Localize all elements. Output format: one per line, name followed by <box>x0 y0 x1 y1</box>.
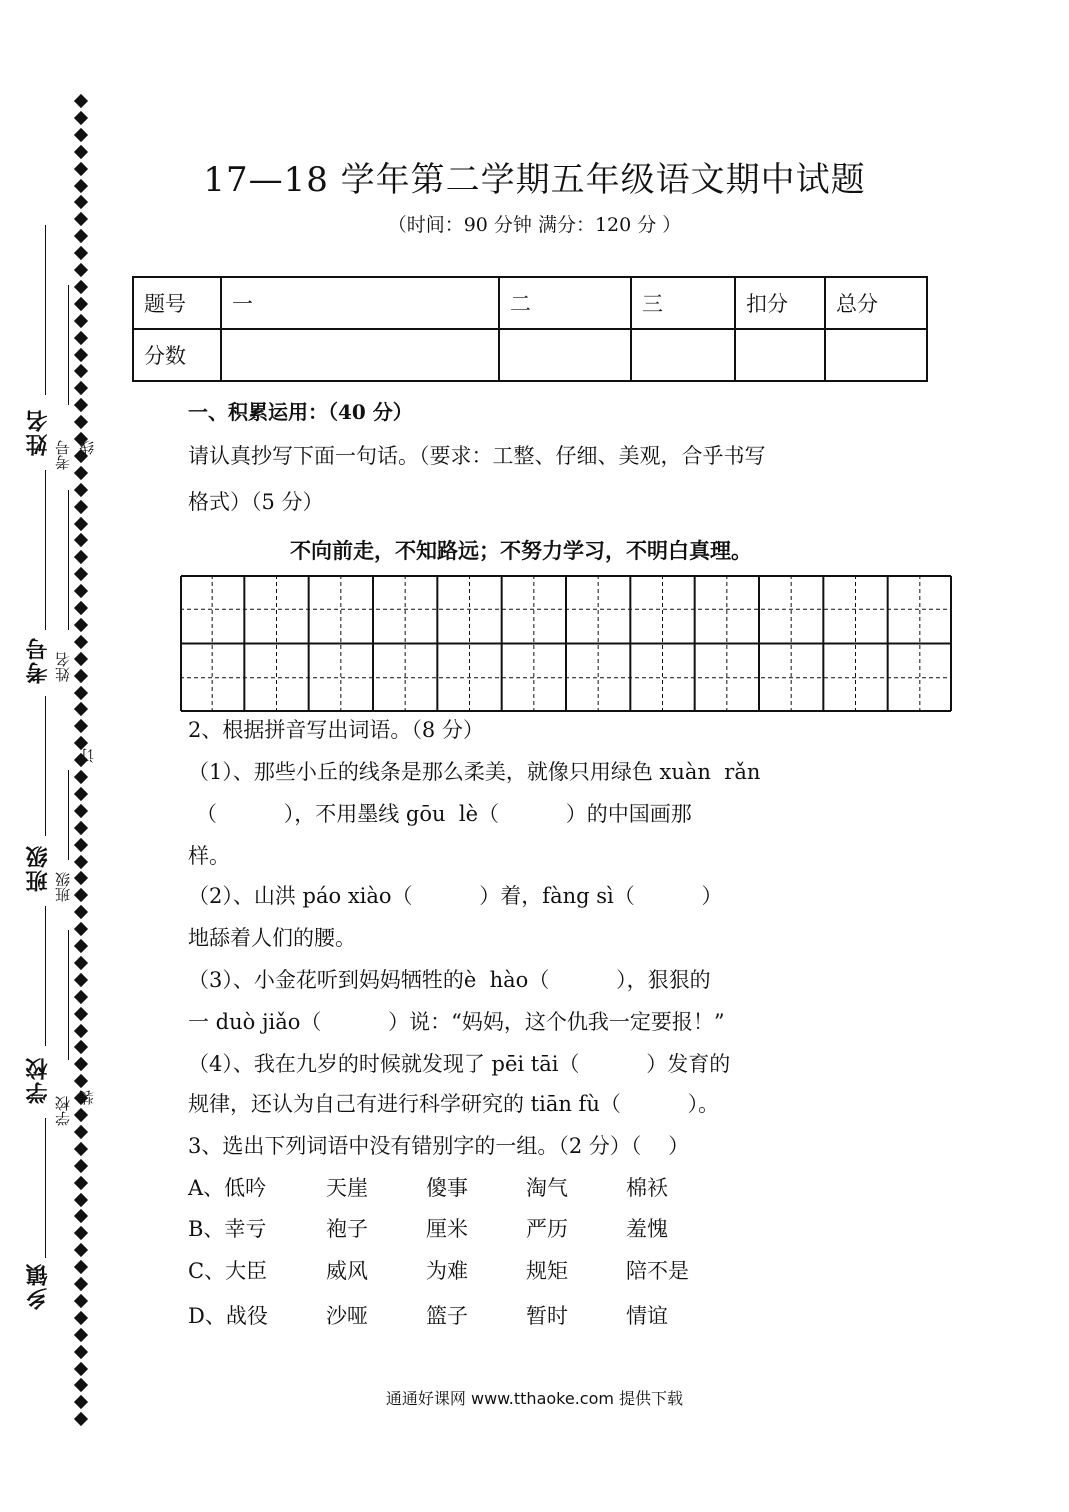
binding-diamond <box>74 94 88 108</box>
question-line: （2）、山洪 páo xiào（ ）着，fàng sì（ ） <box>188 884 723 908</box>
score-input-cell[interactable] <box>221 329 499 381</box>
question-text: 格式）（5 分） <box>188 490 324 514</box>
question-line: （1）、那些小丘的线条是那么柔美，就像只用绿色 xuàn rǎn <box>188 760 761 784</box>
binding-diamond <box>74 1226 88 1240</box>
option-word: 沙哑 <box>326 1304 368 1328</box>
option-word: 羞愧 <box>626 1217 668 1241</box>
binding-diamond <box>74 601 88 615</box>
binding-diamond <box>74 871 88 885</box>
option-word: 傻事 <box>426 1176 468 1200</box>
footer-credit: 通通好课网 www.tthaoke.com 提供下载 <box>385 1389 684 1408</box>
option-word: 陪不是 <box>626 1259 689 1283</box>
margin-underline <box>45 470 46 630</box>
writing-grid[interactable] <box>180 575 952 712</box>
question-line: （ ），不用墨线 gōu lè（ ）的中国画那 <box>196 802 692 826</box>
option-word: A、低吟 <box>188 1176 267 1200</box>
question-text: 请认真抄写下面一句话。（要求：工整、仔细、美观，合乎书写 <box>188 444 766 468</box>
option-word: 规矩 <box>526 1259 568 1283</box>
binding-diamond <box>74 1007 88 1021</box>
binding-diamond <box>74 128 88 142</box>
option-word: C、大臣 <box>188 1259 268 1283</box>
option-word: 暂时 <box>526 1304 568 1328</box>
binding-diamond <box>74 1074 88 1088</box>
margin-inner-line <box>68 490 69 630</box>
score-table-cell: 一 <box>221 277 499 329</box>
question-line: 规律，还认为自己有进行科学研究的 tiān fù（ ）。 <box>188 1092 720 1116</box>
margin-small-banji: 班级 <box>54 872 72 902</box>
binding-diamond <box>74 1412 88 1426</box>
binding-diamond <box>74 483 88 497</box>
binding-diamond <box>74 787 88 801</box>
binding-diamond <box>74 770 88 784</box>
binding-diamond <box>74 1328 88 1342</box>
binding-diamond <box>74 685 88 699</box>
binding-diamond <box>74 567 88 581</box>
binding-diamond <box>74 111 88 125</box>
binding-diamond-line <box>72 96 92 1436</box>
binding-diamond <box>74 1176 88 1190</box>
score-input-cell[interactable] <box>735 329 825 381</box>
score-table-cell: 题号 <box>133 277 221 329</box>
option-word: 情谊 <box>626 1304 668 1328</box>
binding-diamond <box>74 1260 88 1274</box>
margin-inner-line <box>68 770 69 860</box>
binding-diamond <box>74 618 88 632</box>
binding-diamond <box>74 500 88 514</box>
option-word: 天崖 <box>326 1176 368 1200</box>
binding-diamond <box>74 1142 88 1156</box>
binding-diamond <box>74 314 88 328</box>
binding-diamond <box>74 1209 88 1223</box>
score-table-cell: 二 <box>499 277 631 329</box>
binding-diamond <box>74 364 88 378</box>
option-word: 袍子 <box>326 1217 368 1241</box>
option-word: 严历 <box>526 1217 568 1241</box>
score-table-cell: 三 <box>631 277 735 329</box>
option-word: 为难 <box>426 1259 468 1283</box>
question-title: 2、根据拼音写出词语。（8 分） <box>188 718 484 742</box>
binding-diamond <box>74 1057 88 1071</box>
margin-small-zhuang: 装 <box>78 1090 96 1105</box>
score-table-cell: 扣分 <box>735 277 825 329</box>
question-line: 一 duò jiǎo（ ）说：“妈妈，这个仇我一定要报！” <box>188 1010 725 1034</box>
score-input-cell[interactable] <box>825 329 927 381</box>
margin-small-xian: 线 <box>78 440 96 455</box>
margin-label-class: 班级 <box>25 844 51 892</box>
binding-diamond <box>74 415 88 429</box>
binding-diamond <box>74 280 88 294</box>
binding-diamond <box>74 1125 88 1139</box>
margin-small-xuexiao: 学校 <box>54 1096 72 1126</box>
page-title: 17—18 学年第二学期五年级语文期中试题 <box>203 160 866 200</box>
question-line: （4）、我在九岁的时候就发现了 pēi tāi（ ）发育的 <box>188 1052 731 1076</box>
margin-label-name: 姓名 <box>25 408 51 456</box>
margin-small-kaohao: 考号 <box>54 440 72 470</box>
binding-diamond <box>74 1040 88 1054</box>
question-title: 3、选出下列词语中没有错别字的一组。（2 分）（ ） <box>188 1134 690 1158</box>
binding-diamond <box>74 905 88 919</box>
margin-underline <box>45 225 46 395</box>
binding-diamond <box>74 533 88 547</box>
binding-diamond <box>74 888 88 902</box>
binding-diamond <box>74 635 88 649</box>
section-heading: 一、积累运用：（40 分） <box>188 400 413 424</box>
score-table-cell: 总分 <box>825 277 927 329</box>
question-line: （3）、小金花听到妈妈牺牲的è hào（ ），狠狠的 <box>188 968 711 992</box>
binding-diamond <box>74 702 88 716</box>
binding-diamond <box>74 1023 88 1037</box>
binding-diamond <box>74 263 88 277</box>
binding-diamond <box>74 652 88 666</box>
binding-diamond <box>74 719 88 733</box>
binding-diamond <box>74 1294 88 1308</box>
binding-diamond <box>74 1277 88 1291</box>
binding-diamond <box>74 1192 88 1206</box>
option-word: 棉袄 <box>626 1176 668 1200</box>
binding-diamond <box>74 466 88 480</box>
option-word: 厘米 <box>426 1217 468 1241</box>
option-word: D、战役 <box>188 1304 268 1328</box>
option-word: 威风 <box>326 1259 368 1283</box>
option-word: 篮子 <box>426 1304 468 1328</box>
score-input-cell[interactable] <box>499 329 631 381</box>
binding-diamond <box>74 516 88 530</box>
margin-underline <box>45 696 46 836</box>
binding-diamond <box>74 331 88 345</box>
binding-diamond <box>74 956 88 970</box>
binding-diamond <box>74 347 88 361</box>
binding-diamond <box>74 1108 88 1122</box>
binding-diamond <box>74 821 88 835</box>
binding-diamond <box>74 398 88 412</box>
binding-diamond <box>74 838 88 852</box>
margin-label-exam-no: 考号 <box>25 636 51 684</box>
binding-diamond <box>74 854 88 868</box>
option-word: 淘气 <box>526 1176 568 1200</box>
margin-underline <box>45 906 46 1046</box>
question-line: 地舔着人们的腰。 <box>188 926 356 950</box>
page-subtitle: （时间：90 分钟 满分：120 分 ） <box>387 214 682 236</box>
binding-diamond <box>74 669 88 683</box>
score-table-row-label: 分数 <box>133 329 221 381</box>
margin-small-ding: 订 <box>78 748 96 763</box>
binding-diamond <box>74 1345 88 1359</box>
margin-label-school: 学校 <box>25 1056 51 1104</box>
binding-diamond <box>74 1311 88 1325</box>
question-line: 样。 <box>188 844 230 868</box>
score-input-cell[interactable] <box>631 329 735 381</box>
margin-inner-line <box>68 930 69 1060</box>
binding-diamond <box>74 922 88 936</box>
score-table <box>132 276 928 382</box>
margin-label-town: 乡镇 <box>25 1262 51 1310</box>
binding-diamond <box>74 973 88 987</box>
margin-small-xingming: 姓名 <box>54 652 72 682</box>
binding-diamond <box>74 297 88 311</box>
copy-sentence: 不向前走，不知路远；不努力学习，不明白真理。 <box>290 538 752 563</box>
margin-underline <box>45 1118 46 1258</box>
binding-diamond <box>74 584 88 598</box>
margin-inner-line <box>68 285 69 405</box>
binding-diamond <box>74 939 88 953</box>
binding-diamond <box>74 804 88 818</box>
binding-diamond <box>74 246 88 260</box>
binding-diamond <box>74 1361 88 1375</box>
binding-diamond <box>74 550 88 564</box>
option-word: B、幸亏 <box>188 1217 267 1241</box>
binding-diamond <box>74 1243 88 1257</box>
binding-diamond <box>74 990 88 1004</box>
binding-diamond <box>74 381 88 395</box>
binding-diamond <box>74 1159 88 1173</box>
